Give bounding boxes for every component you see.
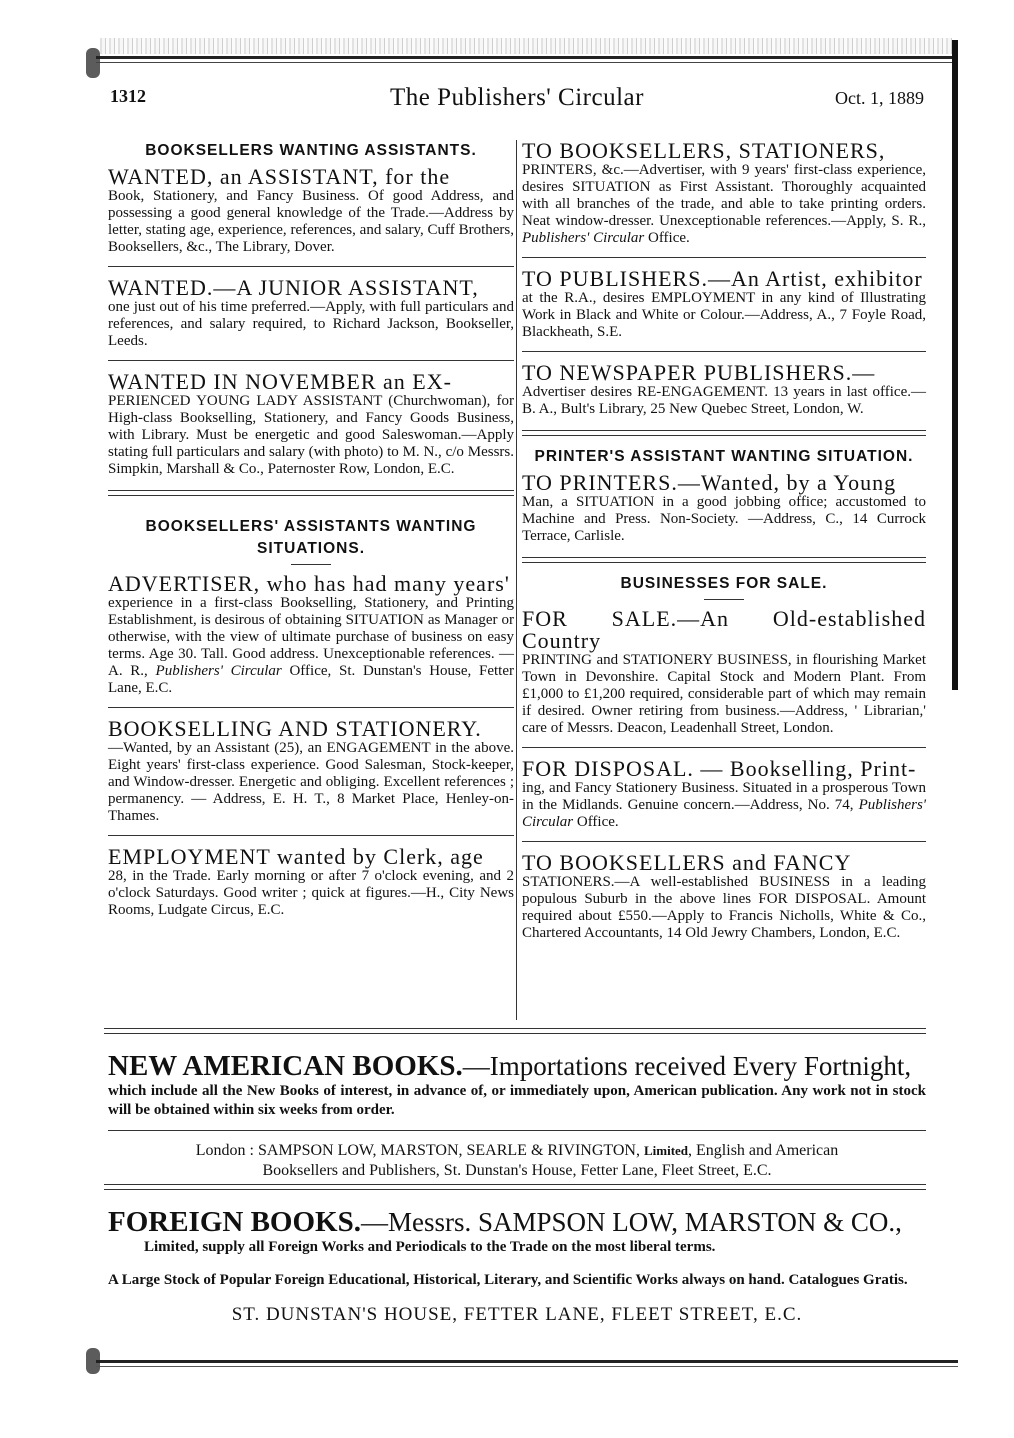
- separator: [108, 707, 514, 708]
- foreign-books-title-rest: —Messrs. SAMPSON LOW, MARSTON & CO.,: [361, 1207, 902, 1237]
- advertisement: [108, 166, 514, 256]
- ad-lead: FOR SALE.—An Old-established Country: [522, 606, 926, 653]
- right-column: [522, 140, 926, 942]
- ad-body-text: experience in a first-class Bookselling, Stationery, and Printing Establishment, is desirous of obtaining SITUATION as Manager or otherwise, with the view of ultimate purchase of business on easy terms. Age 30. Tall. Good address. Unexceptionable references. — A. R.,: [108, 595, 514, 679]
- publication-name: Publishers' Circular: [522, 797, 926, 830]
- ad-lead: TO PRINTERS.—Wanted, by a Young: [522, 470, 897, 495]
- ad-body: STATIONERS.—A well-established BUSINESS in a leading populous Suburb in the above lines FOR DISPOSAL. Amount required about £550.—Apply to Francis Nicholls, White & Co., Chartered Accountants, 14 Old Jewry Chambers, London, E.C.: [522, 874, 926, 941]
- issue-date: Oct. 1, 1889: [835, 88, 924, 108]
- page-header: [110, 86, 924, 118]
- advertisement: [108, 846, 514, 919]
- foreign-books-supply-text: , supply all Foreign Works and Periodicals to the Trade on the most liberal terms.: [194, 1239, 716, 1255]
- separator: [522, 257, 926, 258]
- advertisement: [522, 472, 926, 545]
- publisher-text: London : SAMPSON LOW, MARSTON, SEARLE & RIVINGTON,: [195, 1142, 644, 1159]
- full-rule: [104, 1033, 926, 1034]
- scan-artifact: [100, 38, 952, 54]
- section-heading-line: SITUATIONS.: [256, 540, 366, 557]
- publisher-text: , English and American: [688, 1142, 839, 1159]
- separator: [522, 747, 926, 748]
- ad-body: PRINTING and STATIONERY BUSINESS, in flourishing Market Town in Devonshire. Capital Stock and Modern Plant. From £1,000 to £1,200 required, considerable part of which may remain if desired. Owner retiring from business.—Address, ' Librarian,' care of Messrs. Deacon, Leadenhall Street, London.: [522, 652, 926, 736]
- top-rule-thin: [96, 62, 958, 63]
- section-heading: PRINTER'S ASSISTANT WANTING SITUATION.: [534, 448, 914, 465]
- advertisement: [108, 277, 514, 350]
- ad-lead: TO NEWSPAPER PUBLISHERS.—: [522, 360, 876, 385]
- ad-body: Man, a SITUATION in a good jobbing office; accustomed to Machine and Press. Non-Society. —Address, C., 14 Currock Terrace, Carlisle.: [522, 494, 926, 544]
- foreign-books-supply: [108, 1238, 926, 1257]
- foreign-books-title-bold: FOREIGN BOOKS.: [108, 1206, 361, 1238]
- ad-body: —Wanted, by an Assistant (25), an ENGAGEMENT in the above. Eight years' first-class experience. Good Salesman, Stock-keeper, and Window-dresser. Energetic and obliging. Excellent references ; permanency. — Address, E. H. T., 8 Market Place, Henley-on-Thames.: [108, 740, 514, 824]
- section-heading: BUSINESSES FOR SALE.: [620, 575, 828, 592]
- advertisement: [522, 362, 926, 418]
- separator: [522, 430, 926, 436]
- limited-word: Limited: [144, 1239, 195, 1255]
- separator: [108, 266, 514, 267]
- advertisement: [108, 718, 514, 825]
- american-books-title-rest: —Importations received Every Fortnight,: [462, 1051, 912, 1081]
- separator: [108, 360, 514, 361]
- american-books-description: which include all the New Books of interest, in advance of, or immediately upon, American publication. Any work not in stock will be obtained within six weeks from order.: [108, 1083, 926, 1118]
- american-books-title: [108, 1050, 926, 1082]
- publication-name: Publishers' Circular: [155, 663, 282, 679]
- foreign-books-ad: [108, 1206, 926, 1326]
- ad-body-text: Office.: [644, 230, 690, 246]
- publisher-limited: Limited: [643, 1143, 689, 1158]
- american-books-ad: [108, 1050, 926, 1181]
- full-rule: [104, 1028, 926, 1029]
- foreign-books-stock: A Large Stock of Popular Foreign Educational, Historical, Literary, and Scientific Works always on hand. Catalogues Gratis.: [108, 1272, 908, 1288]
- separator: [522, 351, 926, 352]
- separator: [108, 835, 514, 836]
- ad-body-text: Office.: [573, 814, 619, 830]
- advertisement: [108, 371, 514, 478]
- ad-lead: WANTED, an ASSISTANT, for the: [108, 164, 451, 189]
- foreign-books-title: [108, 1206, 926, 1238]
- separator: [522, 557, 926, 563]
- ad-lead: BOOKSELLING AND STATIONERY.: [108, 716, 482, 741]
- ad-lead: TO BOOKSELLERS, STATIONERS,: [522, 138, 886, 163]
- ad-body-text: ing, and Fancy Stationery Business. Situated in a prosperous Town in the Midlands. Genuine concern.—Address, No. 74,: [522, 780, 926, 813]
- separator: [108, 1130, 926, 1131]
- ad-body: one just out of his time preferred.—Apply, with full particulars and references, and salary required, to Richard Jackson, Bookseller, Leeds.: [108, 299, 514, 349]
- ad-lead: WANTED IN NOVEMBER an EX-: [108, 369, 452, 394]
- advertisement: [522, 608, 926, 737]
- ad-body: [108, 595, 514, 697]
- separator: [522, 841, 926, 842]
- ad-lead: FOR DISPOSAL. — Bookselling, Print-: [522, 756, 917, 781]
- page-edge: [952, 40, 958, 690]
- binding-mark: [86, 48, 100, 78]
- ad-lead: ADVERTISER, who has had many years': [108, 571, 510, 596]
- ad-body-text: PRINTERS, &c.—Advertiser, with 9 years' first-class experience, desires SITUATION as First Assistant. Thoroughly acquainted with all branches of the trade, and able to take printing orders. Neat window-dresser. Unexceptionable references.—Apply, S. R.,: [522, 162, 926, 229]
- page-number: 1312: [110, 86, 146, 106]
- ad-lead: TO PUBLISHERS.—An Artist, exhibitor: [522, 266, 923, 291]
- advertisement: [108, 573, 514, 697]
- advertisement: [522, 140, 926, 247]
- publication-name: Publishers' Circular: [522, 230, 645, 246]
- top-rule: [96, 56, 958, 59]
- advertisement: [522, 758, 926, 831]
- ad-body: [522, 780, 926, 831]
- advertisement: [522, 852, 926, 942]
- ad-body: Book, Stationery, and Fancy Business. Of good Address, and possessing a good general knowledge of the Trade.—Address by letter, stating age, experience, references, and salary, Cuff Brothers, Booksellers, &c., The Library, Dover.: [108, 188, 514, 255]
- left-column: [108, 140, 514, 919]
- section-heading: BOOKSELLERS WANTING ASSISTANTS.: [145, 142, 477, 159]
- section-heading-line: BOOKSELLERS' ASSISTANTS WANTING: [145, 518, 477, 535]
- ad-body-text: Office, St. Dunstan's House, Fetter Lane, E.C.: [108, 663, 514, 696]
- ad-lead: TO BOOKSELLERS and FANCY: [522, 850, 852, 875]
- ad-body: at the R.A., desires EMPLOYMENT in any kind of Illustrating Work in Black and White or Colour.—Address, A., 7 Foyle Road, Blackheath, S.E.: [522, 290, 926, 340]
- full-rule: [104, 1184, 926, 1185]
- section-heading: [108, 516, 514, 560]
- foreign-books-address: ST. DUNSTAN'S HOUSE, FETTER LANE, FLEET STREET, E.C.: [231, 1304, 803, 1325]
- ad-body: Advertiser desires RE-ENGAGEMENT. 13 years in last office.—B. A., Bult's Library, 25 New Quebec Street, London, W.: [522, 384, 926, 417]
- american-books-title-bold: NEW AMERICAN BOOKS.: [108, 1050, 463, 1082]
- separator: [108, 490, 514, 496]
- bottom-rule-thin: [96, 1366, 958, 1367]
- running-title: The Publishers' Circular: [390, 84, 644, 111]
- column-divider: [516, 140, 517, 1020]
- publisher-address: Booksellers and Publishers, St. Dunstan's House, Fetter Lane, Fleet Street, E.C.: [262, 1162, 772, 1179]
- short-rule: [704, 599, 744, 600]
- full-rule: [104, 1189, 926, 1190]
- ad-body: 28, in the Trade. Early morning or after 7 o'clock evening, and 2 o'clock Saturdays. Good writer ; quick at figures.—H., City News Rooms, Ludgate Circus, E.C.: [108, 868, 514, 918]
- advertisement: [522, 268, 926, 341]
- ad-body: [522, 162, 926, 247]
- ad-lead: EMPLOYMENT wanted by Clerk, age: [108, 844, 484, 869]
- publisher-line: [108, 1141, 926, 1161]
- ad-body: PERIENCED YOUNG LADY ASSISTANT (Churchwoman), for High-class Bookselling, Stationery, and Fancy Goods Business, with Library. Must be energetic and good Saleswoman.—Apply stating full particulars and salary (with photo) to M. N., c/o Messrs. Simpkin, Marshall & Co., Paternoster Row, London, E.C.: [108, 393, 514, 477]
- short-rule: [291, 564, 331, 565]
- bottom-rule: [96, 1360, 958, 1363]
- ad-lead: WANTED.—A JUNIOR ASSISTANT,: [108, 275, 479, 300]
